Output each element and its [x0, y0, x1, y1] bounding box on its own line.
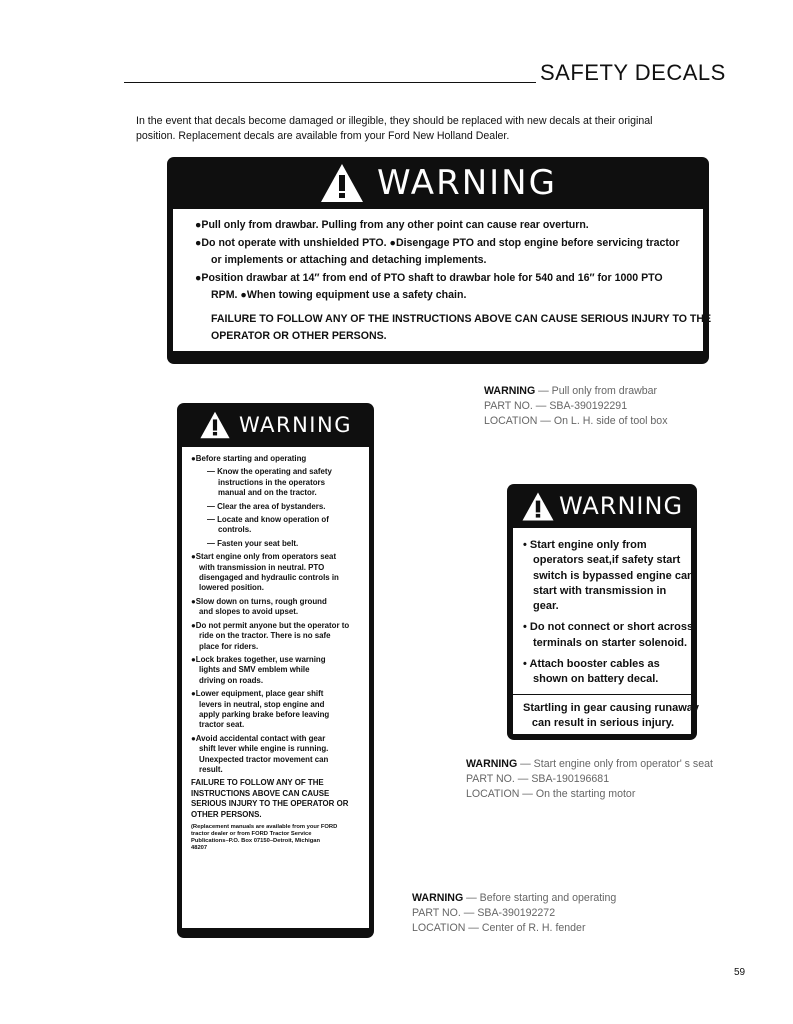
decal-line: tractor dealer or from FORD Tractor Service: [191, 831, 312, 837]
caption-location: LOCATION — On the starting motor: [466, 788, 636, 800]
decal-line: 48207: [191, 845, 208, 851]
caption-warning: [412, 891, 616, 906]
decal-footnote: [191, 824, 361, 852]
decal-line: ●Do not permit anyone but the operator to: [191, 620, 350, 630]
decal-line: — Fasten your seat belt.: [207, 538, 299, 548]
decal-line: ●Do not operate with unshielded PTO. ●Disengage PTO and stop engine before servicing tractor: [195, 236, 680, 249]
warning-heading: WARNING: [239, 413, 352, 437]
header-rule: [124, 82, 536, 83]
decal-line: with transmission in neutral. PTO: [199, 562, 325, 572]
decal-line: RPM. ●When towing equipment use a safety chain.: [211, 289, 467, 301]
decal-line: controls.: [218, 525, 252, 535]
decal-line: result.: [199, 764, 223, 774]
caption-warning-text: — Pull only from drawbar: [535, 385, 658, 397]
decal-line: INSTRUCTIONS ABOVE CAN CAUSE: [191, 788, 330, 798]
decal-line: ●Pull only from drawbar. Pulling from any other point can cause rear overturn.: [195, 219, 589, 231]
decal-header: [513, 484, 691, 528]
decal-line: ●Start engine only from operators seat: [191, 552, 337, 562]
decal-text-panel: [513, 528, 700, 734]
decal-line: — Locate and know operation of: [207, 515, 329, 525]
caption-warning-text: — Before starting and operating: [463, 892, 617, 904]
decal-line: terminals on starter solenoid.: [533, 636, 688, 649]
decal-line: tractor seat.: [199, 720, 245, 730]
caption-part-no: PART NO. — SBA-390192291: [484, 400, 628, 412]
caption-location: LOCATION — Center of R. H. fender: [412, 922, 586, 934]
decal-line: shift lever while engine is running.: [199, 744, 329, 754]
caption-part-no: PART NO. — SBA-390192272: [412, 907, 556, 919]
caption-location: LOCATION — On L. H. side of tool box: [484, 415, 668, 427]
decal-drawbar-warning: [167, 157, 712, 364]
decal-line: start with transmission in: [533, 584, 667, 597]
decal-line: • Start engine only from: [523, 539, 647, 551]
caption-part-no: PART NO. — SBA-190196681: [466, 773, 610, 785]
decal-line: OPERATOR OR OTHER PERSONS.: [211, 330, 387, 342]
decal-line: ride on the tractor. There is no safe: [199, 631, 331, 641]
warning-triangle-icon: [199, 410, 231, 440]
decal-line: levers in neutral, stop engine and: [199, 699, 325, 709]
decal-line: manual and on the tractor.: [218, 488, 317, 498]
warning-heading: WARNING: [377, 163, 557, 203]
decal-line: Unexpected tractor movement can: [199, 754, 329, 764]
decal-line: • Do not connect or short across: [523, 621, 694, 634]
decal-line: FAILURE TO FOLLOW ANY OF THE INSTRUCTIONS ABOVE CAN CAUSE SERIOUS INJURY TO THE: [211, 312, 712, 325]
decal-line: SERIOUS INJURY TO THE OPERATOR OR: [191, 799, 349, 809]
decal-line: and slopes to avoid upset.: [199, 607, 299, 617]
decal-divider: [513, 694, 691, 695]
decal-line: ●Avoid accidental contact with gear: [191, 733, 326, 743]
decal-line: (Replacement manuals are available from your FORD: [191, 824, 338, 830]
intro-line: position. Replacement decals are available from your Ford New Holland Dealer.: [136, 130, 510, 142]
decal-line: driving on roads.: [199, 675, 264, 685]
decal-line: instructions in the operators: [218, 477, 325, 487]
decal-line: ●Lower equipment, place gear shift: [191, 689, 324, 699]
caption-before-operating: [412, 891, 616, 936]
caption-drawbar: [484, 384, 668, 429]
decal-line: disengaged and hydraulic controls in: [199, 573, 339, 583]
decal-line: ●Before starting and operating: [191, 454, 307, 463]
decal-line: OTHER PERSONS.: [191, 809, 262, 819]
decal-line: can result in serious injury.: [531, 716, 675, 729]
caption-warning-label: WARNING: [412, 892, 464, 904]
caption-start-engine: [466, 757, 713, 802]
decal-line: shown on battery decal.: [533, 673, 659, 686]
intro-line: In the event that decals become damaged or illegible, they should be replaced with new decals at their original: [136, 115, 653, 127]
decal-line: — Know the operating and safety: [207, 467, 332, 477]
decal-line: Startling in gear causing runaway: [523, 701, 700, 714]
decal-line: — Clear the area of bystanders.: [207, 501, 326, 511]
decal-header: [182, 403, 369, 447]
decal-line: apply parking brake before leaving: [199, 709, 330, 719]
decal-text-panel: [182, 447, 369, 928]
intro-paragraph: [136, 114, 746, 144]
decal-line: lights and SMV emblem while: [199, 665, 310, 675]
warning-triangle-icon: [521, 491, 555, 522]
decal-line: or implements or attaching and detaching implements.: [211, 254, 487, 266]
decal-before-operating-warning: [177, 403, 374, 938]
decal-line: Publications–P.O. Box 07150–Detroit, Michigan: [191, 838, 321, 844]
caption-warning-label: WARNING: [484, 385, 536, 397]
decal-line: lowered position.: [199, 583, 264, 593]
decal-start-engine-warning: [507, 484, 700, 740]
decal-line: gear.: [533, 600, 559, 613]
decal-line: • Attach booster cables as: [523, 658, 660, 671]
decal-line: switch is bypassed engine can: [533, 569, 694, 582]
caption-warning-text: — Start engine only from operator' s seat: [517, 758, 713, 770]
decal-header: [173, 157, 703, 209]
decal-line: ●Position drawbar at 14″ from end of PTO shaft to drawbar hole for 540 and 16″ for 1000 PTO: [195, 271, 663, 284]
decal-line: ●Slow down on turns, rough ground: [191, 596, 327, 606]
warning-heading: WARNING: [558, 492, 684, 520]
decal-text-panel: [173, 209, 712, 351]
caption-warning-label: WARNING: [466, 758, 518, 770]
caption-warning: [466, 757, 713, 772]
caption-warning: [484, 384, 668, 399]
decal-line: operators seat,if safety start: [533, 554, 681, 567]
page-number: 59: [734, 967, 746, 978]
warning-triangle-icon: [319, 162, 365, 204]
decal-line: FAILURE TO FOLLOW ANY OF THE: [191, 778, 324, 788]
decal-line: ●Lock brakes together, use warning: [191, 654, 326, 664]
page-title: SAFETY DECALS: [540, 60, 726, 85]
decal-line: place for riders.: [199, 641, 259, 651]
